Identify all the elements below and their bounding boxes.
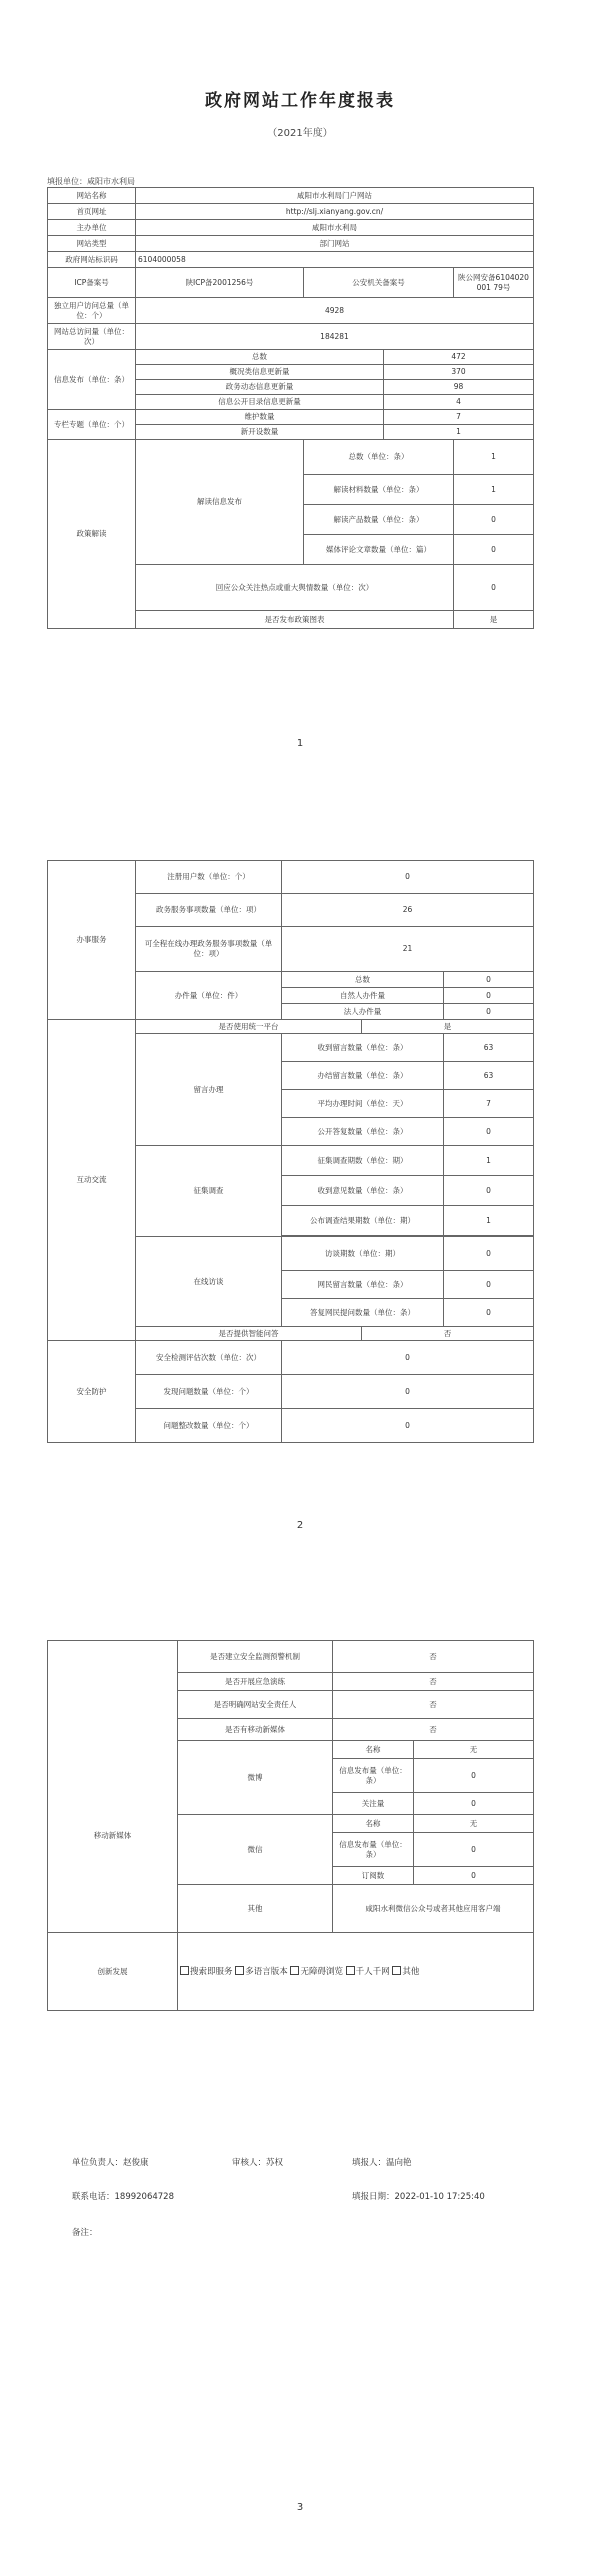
survey-periods-value: 1 [444,1146,534,1176]
innov-option-2: 无障碍浏览 [300,1967,343,1977]
interp-info-label: 解读信息发布 [136,440,304,565]
interp-product-label: 解读产品数量（单位：条） [304,505,454,535]
police-value: 陕公网安备6104020001 79号 [454,268,534,298]
survey-opinions-label: 收到意见数量（单位：条） [282,1176,444,1206]
online-questions-label: 网民留言数量（单位：条） [282,1271,444,1299]
sec-check-label: 安全检测评估次数（单位：次） [136,1341,282,1375]
footer-filler [352,2156,412,2168]
innov-options [178,1933,534,2011]
info-affairs-label: 政务动态信息更新量 [136,380,384,395]
weibo-posts-value: 0 [414,1759,534,1793]
wechat-fans-label: 订阅数 [333,1867,414,1885]
innov-option-0: 搜索即服务 [190,1967,233,1977]
online-answers-label: 答复网民提问数量（单位：条） [282,1299,444,1327]
info-public-value: 4 [384,395,534,410]
type-label: 网站类型 [48,236,136,252]
weibo-label: 微博 [178,1741,333,1815]
host-label: 主办单位 [48,220,136,236]
survey-label: 征集调查 [136,1146,282,1237]
checkbox-icon[interactable] [392,1966,401,1975]
police-label: 公安机关备案号 [304,268,454,298]
site-name-label: 网站名称 [48,188,136,204]
interp-cover-value: 是 [454,611,534,629]
visits-label: 独立用户访问总量（单位：个） [48,298,136,324]
int-smart-label: 是否提供智能问答 [136,1327,362,1341]
info-total-label: 总数 [136,350,384,365]
footer-reviewer-label: 审核人： [232,2158,267,2168]
sec-fixed-label: 问题整改数量（单位：个） [136,1409,282,1443]
visits-value: 4928 [136,298,534,324]
survey-feedback-value: 1 [444,1206,534,1236]
footer-reviewer-value: 苏权 [266,2158,284,2168]
msg-days-label: 平均办理时间（单位：天） [282,1090,444,1118]
interp-media-value: 0 [454,535,534,565]
sec-drill-label: 是否开展应急演练 [178,1673,333,1691]
sec-resp-label: 是否明确网站安全责任人 [178,1691,333,1719]
page1-table [47,187,534,629]
icp-value: 陕ICP备2001256号 [136,268,304,298]
svc-items-label: 政务服务事项数量（单位：项） [136,894,282,927]
interp-label: 政策解读 [48,440,136,629]
weibo-fans-label: 关注量 [333,1793,414,1815]
msg-done-label: 办结留言数量（单位：条） [282,1062,444,1090]
page-number-3: 3 [296,2502,304,2513]
interact-label: 互动交流 [48,1020,136,1341]
weibo-posts-label: 信息发布量（单位：条） [333,1759,414,1793]
footer-filler-value: 温向艳 [386,2158,412,2168]
footer-date [352,2190,485,2202]
svc-items-value: 26 [282,894,534,927]
icp-label: ICP备案号 [48,268,136,298]
footer-phone-label: 联系电话： [72,2192,115,2202]
sec-plan-label: 是否建立安全监测预警机制 [178,1641,333,1673]
footer-reviewer [232,2156,283,2168]
survey-feedback-label: 公布调查结果期数（单位：期） [282,1206,444,1236]
svc-total-label: 总数 [282,972,444,988]
info-public-label: 信息公开目录信息更新量 [136,395,384,410]
column-new-value: 1 [384,425,534,440]
type-value: 部门网站 [136,236,534,252]
online-questions-value: 0 [444,1271,534,1299]
service-label: 办事服务 [48,861,136,1020]
wechat-fans-value: 0 [414,1867,534,1885]
sec-check-value: 0 [282,1341,534,1375]
page-title: 政府网站工作年度报表 [205,91,395,111]
footer-owner-label: 单位负责人： [72,2158,124,2168]
weibo-fans-value: 0 [414,1793,534,1815]
other-label: 其他 [178,1885,333,1933]
home-url-label: 首页网址 [48,204,136,220]
info-label: 信息发布（单位：条） [48,350,136,410]
svc-natural-value: 0 [444,988,534,1004]
msg-label: 留言办理 [136,1034,282,1146]
msg-done-value: 63 [444,1062,534,1090]
pageviews-label: 网站总访问量（单位：次） [48,324,136,350]
checkbox-icon[interactable] [346,1966,355,1975]
weibo-name-label: 名称 [333,1741,414,1759]
int-smart-value: 否 [362,1327,534,1341]
svc-users-value: 0 [282,861,534,894]
footer-date-value: 2022-01-10 17:25:40 [394,2192,485,2202]
msg-public-value: 0 [444,1118,534,1146]
interp-media-label: 媒体评论文章数量（单位：篇） [304,535,454,565]
survey-periods-label: 征集调查期数（单位：期） [282,1146,444,1176]
other-value: 咸阳水利微信公众号或者其他应用客户端 [333,1885,534,1933]
wechat-posts-value: 0 [414,1833,534,1867]
mobile-has-value: 否 [333,1719,534,1741]
wechat-label: 微信 [178,1815,333,1885]
svc-legal-label: 法人办件量 [282,1004,444,1020]
interp-material-label: 解读材料数量（单位：条） [304,475,454,505]
msg-received-value: 63 [444,1034,534,1062]
column-new-label: 新开设数量 [136,425,384,440]
interp-response-value: 0 [454,565,534,611]
innov-option-1: 多语言版本 [245,1967,288,1977]
interp-total-label: 总数（单位：条） [304,440,454,475]
footer-phone-value: 18992064728 [114,2192,175,2202]
footer-phone [72,2190,174,2202]
home-url-value: http://slj.xianyang.gov.cn/ [136,204,534,220]
svc-total-value: 0 [444,972,534,988]
online-answers-value: 0 [444,1299,534,1327]
column-maintain-label: 维护数量 [136,410,384,425]
sec-fixed-value: 0 [282,1409,534,1443]
info-total-value: 472 [384,350,534,365]
footer-owner [72,2156,149,2168]
online-periods-value: 0 [444,1237,534,1271]
svc-online-value: 21 [282,927,534,972]
reporting-unit: 填报单位：咸阳市水利局 [47,177,135,186]
svc-users-label: 注册用户数（单位：个） [136,861,282,894]
survey-opinions-value: 0 [444,1176,534,1206]
host-value: 咸阳市水利局 [136,220,534,236]
info-news-value: 370 [384,365,534,380]
wechat-name-label: 名称 [333,1815,414,1833]
page3-table [47,1640,534,2011]
interp-product-value: 0 [454,505,534,535]
footer-filler-label: 填报人： [352,2158,387,2168]
report-year: （2021年度） [267,128,333,139]
interp-cover-label: 是否发布政策图表 [136,611,454,629]
sec-found-label: 发现问题数量（单位：个） [136,1375,282,1409]
column-maintain-value: 7 [384,410,534,425]
svc-handle-label: 办件量（单位：件） [136,972,282,1020]
interp-material-value: 1 [454,475,534,505]
sec-resp-value: 否 [333,1691,534,1719]
int-platform-label: 是否使用统一平台 [136,1020,362,1034]
msg-days-value: 7 [444,1090,534,1118]
sec-drill-value: 否 [333,1673,534,1691]
int-platform-value: 是 [362,1020,534,1034]
mobile-label: 移动新媒体 [48,1741,178,1933]
online-label: 在线访谈 [136,1237,282,1327]
info-affairs-value: 98 [384,380,534,395]
msg-received-label: 收到留言数量（单位：条） [282,1034,444,1062]
footer-note: 备注： [72,2228,98,2238]
wechat-posts-label: 信息发布量（单位：条） [333,1833,414,1867]
innov-option-4: 其他 [402,1967,420,1977]
online-periods-label: 访谈期数（单位：期） [282,1237,444,1271]
code-label: 政府网站标识码 [48,252,136,268]
info-news-label: 概况类信息更新量 [136,365,384,380]
footer-owner-value: 赵俊康 [123,2158,149,2168]
svc-natural-label: 自然人办件量 [282,988,444,1004]
code-value: 6104000058 [136,252,534,268]
sec-found-value: 0 [282,1375,534,1409]
innov-option-3: 千人千网 [355,1967,390,1977]
msg-public-label: 公开答复数量（单位：条） [282,1118,444,1146]
svc-legal-value: 0 [444,1004,534,1020]
weibo-name-value: 无 [414,1741,534,1759]
page-number-2: 2 [296,1520,304,1531]
innov-label: 创新发展 [48,1933,178,2011]
wechat-name-value: 无 [414,1815,534,1833]
checkbox-icon[interactable] [235,1966,244,1975]
interp-total-value: 1 [454,440,534,475]
sec-plan-value: 否 [333,1641,534,1673]
checkbox-icon[interactable] [180,1966,189,1975]
column-label: 专栏专题（单位：个） [48,410,136,440]
site-name-value: 咸阳市水利局门户网站 [136,188,534,204]
mobile-has-label: 是否有移动新媒体 [178,1719,333,1741]
svc-online-label: 可全程在线办理政务服务事项数量（单位：项） [136,927,282,972]
page-number-1: 1 [296,738,304,749]
footer-date-label: 填报日期： [352,2192,395,2202]
checkbox-icon[interactable] [290,1966,299,1975]
page2-table [47,860,534,1443]
pageviews-value: 184281 [136,324,534,350]
interp-response-label: 回应公众关注热点或重大舆情数量（单位：次） [136,565,454,611]
security-label: 安全防护 [48,1341,136,1443]
